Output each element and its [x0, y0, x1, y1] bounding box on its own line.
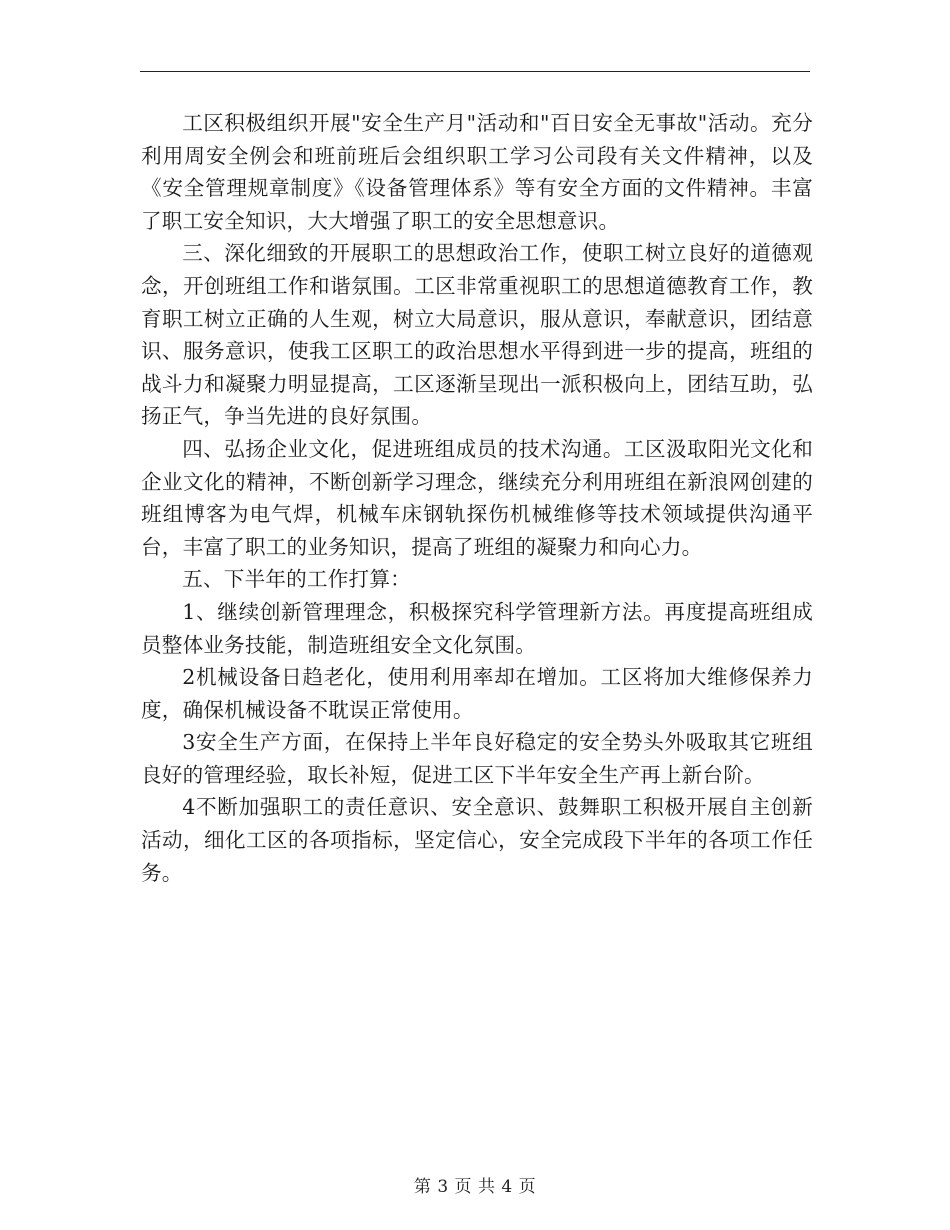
document-body — [141, 107, 813, 889]
paragraph-second-half-plan-heading: 五、下半年的工作打算： — [182, 567, 411, 592]
paragraph-plan-item-2: 2机械设备日趋老化，使用利用率却在增加。工区将加大维修保养力度，确保机械设备不耽误正常使用。 — [141, 665, 813, 722]
paragraph-plan-item-4: 4不断加强职工的责任意识、安全意识、鼓舞职工积极开展自主创新活动，细化工区的各项指标，坚定信心，安全完成段下半年的各项工作任务。 — [141, 795, 813, 885]
page-number-footer: 第 3 页 共 4 页 — [413, 1177, 537, 1197]
paragraph-plan-item-1: 1、继续创新管理理念，积极探究科学管理新方法。再度提高班组成员整体业务技能，制造班组安全文化氛围。 — [141, 599, 813, 657]
paragraph-safety-activities: 工区积极组织开展"安全生产月"活动和"百日安全无事故"活动。充分利用周安全例会和班前班后会组织职工学习公司段有关文件精神，以及《安全管理规章制度》《设备管理体系》等有安全方面的文件精神。丰富了职工安全知识，大大增强了职工的安全思想意识。 — [141, 111, 813, 233]
paragraph-political-work: 三、深化细致的开展职工的思想政治工作，使职工树立良好的道德观念，开创班组工作和谐氛围。工区非常重视职工的思想道德教育工作，教育职工树立正确的人生观，树立大局意识，服从意识，奉献意识，团结意识、服务意识，使我工区职工的政治思想水平得到进一步的提高，班组的战斗力和凝聚力明显提高，工区逐渐呈现出一派积极向上，团结互助，弘扬正气，争当先进的良好氛围。 — [141, 241, 813, 429]
paragraph-plan-item-3: 3安全生产方面，在保持上半年良好稳定的安全势头外吸取其它班组良好的管理经验，取长补短，促进工区下半年安全生产再上新台阶。 — [141, 730, 813, 787]
paragraph-corporate-culture: 四、弘扬企业文化，促进班组成员的技术沟通。工区汲取阳光文化和企业文化的精神，不断创新学习理念，继续充分利用班组在新浪网创建的班组博客为电气焊，机械车床钢轨探伤机械维修等技术领域提供沟通平台，丰富了职工的业务知识，提高了班组的凝聚力和向心力。 — [141, 436, 813, 559]
header-rule — [140, 71, 810, 72]
